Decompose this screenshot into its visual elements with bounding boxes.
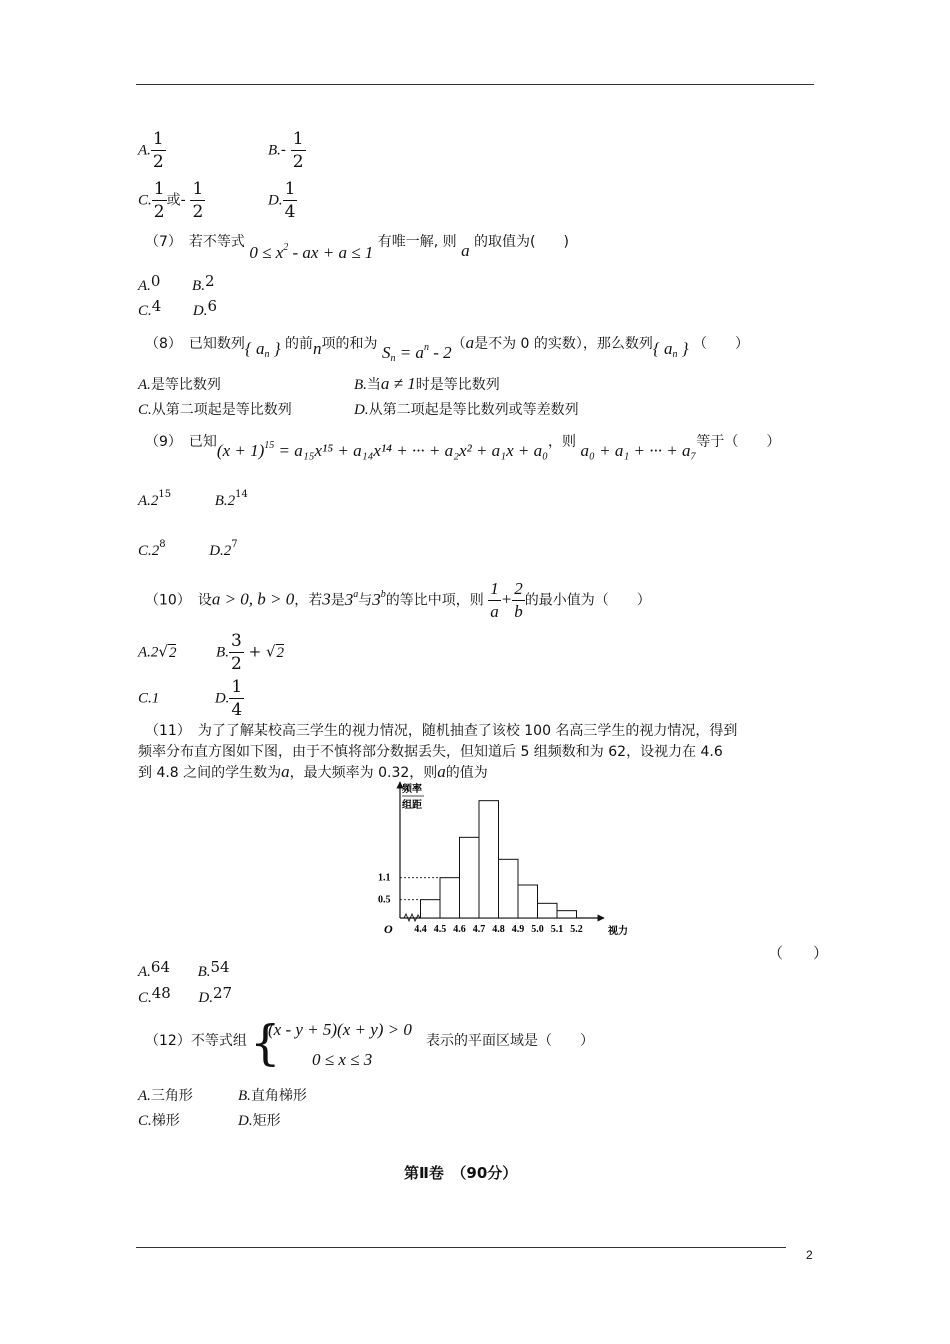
power	[345, 590, 359, 609]
sqrt-icon: √	[265, 642, 276, 661]
q8-option-c	[138, 399, 292, 419]
exponent: b	[380, 588, 386, 600]
question-8	[145, 332, 749, 364]
section-title: 第Ⅱ卷 （90分）	[404, 1164, 518, 1182]
option-label: D.	[209, 543, 224, 559]
question-number: （9）	[145, 434, 175, 450]
fraction	[488, 578, 501, 623]
math-part: 3	[344, 589, 354, 609]
option-label: C.	[138, 543, 152, 559]
math-part: a	[255, 339, 265, 358]
q8-option-d	[354, 399, 579, 419]
math-part: S	[381, 343, 391, 362]
option-label: D.	[192, 303, 208, 319]
numerator: 1	[152, 129, 164, 149]
question-text: ，则	[548, 434, 577, 450]
prev-option-d	[268, 178, 297, 223]
prev-option-c	[138, 178, 205, 223]
q7-options-row2	[138, 297, 218, 320]
fraction	[229, 630, 244, 675]
option-label: C.	[138, 1113, 152, 1129]
sequence: { $a_n$ }	[244, 339, 281, 360]
sequence: { $a_n$ }	[652, 339, 689, 360]
histogram-bars	[421, 801, 577, 918]
math-part: a ≠ 1	[380, 374, 416, 393]
denominator: b	[514, 602, 523, 621]
math-part: 3	[372, 589, 381, 609]
q8-option-b	[354, 374, 500, 394]
x-tick-label: 5.0	[531, 924, 544, 935]
question-text: 的最小值为（ ）	[524, 592, 651, 609]
minus-sign: -	[180, 190, 186, 209]
numerator: 1	[153, 179, 165, 199]
option-label: D.	[198, 990, 214, 1006]
option-value: 4	[151, 297, 162, 315]
option-label: A.	[138, 964, 151, 980]
math-part: a > 0, b > 0	[211, 589, 295, 609]
header-rule	[136, 84, 814, 85]
fraction	[283, 178, 298, 223]
q11-options-row2	[138, 984, 233, 1007]
question-text: ，最大频率为 0.32，则	[289, 765, 438, 781]
exponent: 15	[264, 440, 275, 451]
q9-options-row2	[138, 539, 238, 560]
question-text: ，若	[294, 592, 323, 609]
option-value: 2	[150, 493, 159, 509]
question-number: （8）	[145, 336, 175, 352]
variable: a	[281, 762, 290, 781]
subscript: n	[390, 353, 396, 364]
fraction	[151, 128, 166, 173]
option-value: 1	[151, 690, 160, 707]
numerator: 1	[231, 677, 243, 697]
fraction	[291, 128, 306, 173]
question-text: 的前	[285, 336, 313, 352]
option-value: 三角形	[150, 1088, 193, 1104]
prev-option-a	[138, 128, 166, 173]
question-9	[145, 430, 781, 460]
exponent: 15	[158, 489, 172, 500]
math-part: = a	[395, 343, 424, 362]
option-value: 2	[151, 543, 160, 559]
question-text: 是	[330, 592, 345, 609]
footer-rule	[136, 1247, 786, 1248]
option-label: B.	[197, 964, 211, 980]
fraction	[152, 178, 167, 223]
histogram-bar-4.5-4.6	[440, 878, 460, 918]
question-text: 的取值为( )	[474, 234, 569, 250]
fraction	[190, 178, 205, 223]
option-label: C.	[138, 402, 152, 418]
radicand: 2	[276, 644, 284, 661]
question-text: 已知数列	[188, 336, 245, 352]
sqrt-icon: √	[158, 642, 168, 661]
question-text: 的值为	[445, 765, 488, 781]
system-line-1: (x - y + 5)(x + y) > 0	[268, 1020, 412, 1039]
exponent: 7	[231, 539, 238, 550]
question-12-stem	[145, 1030, 247, 1050]
fraction	[229, 676, 244, 721]
q12-option-d	[238, 1110, 281, 1130]
exponent: 2	[283, 242, 289, 253]
option-label: B.	[216, 644, 229, 661]
variable: a	[465, 333, 475, 352]
option-value: 是等比数列	[150, 377, 221, 393]
question-text: 已知	[188, 434, 217, 450]
plus-sign: +	[500, 589, 513, 609]
histogram-bar-4.7-4.8	[479, 801, 499, 918]
prev-option-b	[268, 128, 306, 173]
x-tick-label: 5.1	[550, 924, 564, 935]
variable: n	[313, 339, 322, 358]
option-label: B.	[268, 142, 281, 159]
option-label: A.	[138, 493, 151, 509]
system-line-2: 0 ≤ x ≤ 3	[312, 1050, 373, 1069]
option-label: C.	[138, 690, 152, 707]
subscript: n	[672, 349, 678, 360]
x-tick-labels	[414, 924, 583, 935]
option-value: 0	[150, 272, 161, 290]
denominator: 2	[153, 202, 165, 222]
q7-options-row1	[138, 272, 215, 295]
y-label-bottom: 组距	[402, 800, 422, 811]
question-number: （7）	[145, 234, 175, 250]
radicand: 2	[168, 644, 177, 661]
math-part: 3	[322, 589, 331, 609]
question-text: 设	[197, 592, 212, 609]
q9-options-row1	[138, 489, 248, 510]
option-label: B.	[192, 278, 205, 294]
option-value: 64	[150, 958, 171, 976]
option-label: B.	[214, 493, 228, 509]
option-label: A.	[138, 142, 151, 159]
option-value: 6	[207, 297, 218, 315]
math-part: - ax + a ≤ 1	[288, 243, 374, 262]
denominator: 2	[192, 202, 204, 222]
q10-options-row1	[138, 630, 284, 675]
option-value: 2	[150, 644, 159, 661]
option-value: 2	[204, 272, 215, 290]
option-label: B.	[354, 377, 367, 393]
math-part: - 2	[428, 343, 452, 362]
exponent: 14	[235, 489, 248, 500]
numerator: 1	[192, 179, 204, 199]
question-text: 项的和为	[321, 336, 378, 352]
variable: a	[437, 762, 446, 781]
option-value: 2	[223, 543, 232, 559]
question-text: （ ）	[693, 336, 749, 352]
option-value: 当	[366, 377, 381, 393]
or-text: 或	[166, 192, 181, 209]
option-label: D.	[214, 690, 230, 707]
minus-sign: -	[280, 140, 286, 159]
denominator: 4	[284, 202, 296, 222]
histogram-bar-4.6-4.7	[460, 837, 480, 918]
question-text: 若不等式	[188, 234, 245, 250]
origin-label: O	[384, 922, 393, 936]
q12-option-c	[138, 1110, 180, 1130]
y-label-top: 频率	[402, 784, 422, 795]
question-11-line1: （11） 为了了解某校高三学生的视力情况，随机抽查了该校 100 名高三学生的视力情况，得到	[145, 723, 738, 739]
x-tick-label: 4.8	[492, 924, 505, 935]
system-brace-icon: {	[250, 1015, 281, 1071]
question-text: 不等式组	[190, 1033, 247, 1049]
x-tick-label: 4.5	[433, 924, 447, 935]
frequency-histogram	[378, 778, 638, 938]
numerator: 1	[292, 129, 304, 149]
numerator: 2	[512, 578, 525, 601]
option-value: 27	[213, 984, 233, 1002]
option-label: B.	[238, 1088, 251, 1104]
subscript: n	[264, 349, 270, 360]
denominator: 2	[292, 152, 304, 172]
variable: a	[461, 241, 470, 260]
denominator: a	[490, 602, 499, 621]
option-label: D.	[354, 402, 369, 418]
denominator: 2	[230, 654, 242, 674]
q11-answer-paren: （ ）	[768, 944, 829, 962]
q12-option-b	[238, 1085, 307, 1105]
x-tick-label: 4.4	[414, 924, 427, 935]
question-text: 是不为 0 的实数），那么数列	[474, 336, 653, 352]
option-label: A.	[138, 278, 151, 294]
math-part: 0 ≤ x	[249, 243, 284, 262]
question-text: 有唯一解, 则	[377, 234, 457, 250]
histogram-bar-5.1-5.2	[557, 911, 577, 918]
question-10	[145, 578, 651, 623]
option-value: 从第二项起是等比数列	[151, 402, 292, 418]
histogram-bar-5.0-5.1	[538, 903, 558, 918]
question-text: 到 4.8 之间的学生数为	[138, 765, 282, 781]
inequality	[249, 243, 373, 262]
option-value: 2	[227, 493, 236, 509]
exponent: n	[423, 342, 429, 353]
expansion	[217, 441, 548, 460]
math-part: a	[663, 339, 673, 358]
x-tick-label: 4.6	[453, 924, 466, 935]
question-text: 的等比中项，则	[385, 592, 484, 609]
denominator: 2	[152, 152, 164, 172]
plus-sign: +	[248, 642, 262, 661]
histogram-bar-4.8-4.9	[499, 859, 519, 918]
y-tick-label: 0.5	[378, 894, 391, 906]
question-text: （	[451, 336, 466, 352]
exponent: a	[353, 588, 359, 600]
q10-options-row2	[138, 676, 244, 721]
denominator: 4	[231, 700, 243, 720]
exponent: 8	[159, 539, 166, 550]
x-tick-label: 5.2	[570, 924, 583, 935]
option-label: A.	[138, 377, 151, 393]
numerator: 3	[230, 631, 242, 651]
question-11-line2: 频率分布直方图如下图，由于不慎将部分数据丢失，但知道后 5 组频数和为 62，设视力在 4.6	[138, 744, 723, 760]
question-text: 与	[358, 592, 373, 609]
q8-options-row1	[138, 374, 221, 394]
numerator: 1	[284, 179, 296, 199]
histogram-bar-4.9-5.0	[518, 885, 538, 918]
math-part: a₀ + a₁ + ··· + a₇	[580, 441, 697, 460]
option-value: 从第二项起是等比数列或等差数列	[368, 402, 579, 418]
option-value: 时是等比数列	[415, 377, 500, 393]
option-label: C.	[138, 303, 152, 319]
question-text: 等于（ ）	[696, 434, 781, 450]
math-part: = a₁₅x¹⁵ + a₁₄x¹⁴ + ··· + a₂x² + a₁x + a₀	[278, 441, 549, 460]
question-number: （12）	[145, 1033, 191, 1049]
option-label: D.	[238, 1113, 253, 1129]
fraction	[512, 578, 525, 623]
y-tick-label: 1.1	[378, 872, 391, 884]
x-axis-label: 视力	[608, 926, 628, 937]
x-tick-label: 4.7	[472, 924, 486, 935]
x-tick-label: 4.9	[511, 924, 525, 935]
option-label: C.	[138, 192, 152, 209]
question-number: （10）	[145, 592, 184, 609]
page-number: 2	[806, 1248, 813, 1262]
option-value: 矩形	[252, 1113, 281, 1129]
option-label: C.	[138, 990, 152, 1006]
histogram-bar-4.4-4.5	[421, 900, 441, 918]
option-value: 54	[210, 958, 230, 976]
math-part: (x + 1)	[216, 441, 265, 460]
question-12-tail: 表示的平面区域是（ ）	[426, 1033, 594, 1049]
option-value: 梯形	[151, 1113, 180, 1129]
option-value: 直角梯形	[250, 1088, 307, 1104]
option-label: A.	[138, 1088, 151, 1104]
q11-options-row1	[138, 958, 230, 981]
option-value: 48	[151, 984, 171, 1002]
numerator: 1	[488, 578, 501, 601]
option-label: D.	[268, 192, 283, 209]
option-label: A.	[138, 644, 151, 661]
sum-formula	[382, 343, 452, 362]
q12-option-a	[138, 1085, 193, 1105]
power	[372, 590, 386, 609]
